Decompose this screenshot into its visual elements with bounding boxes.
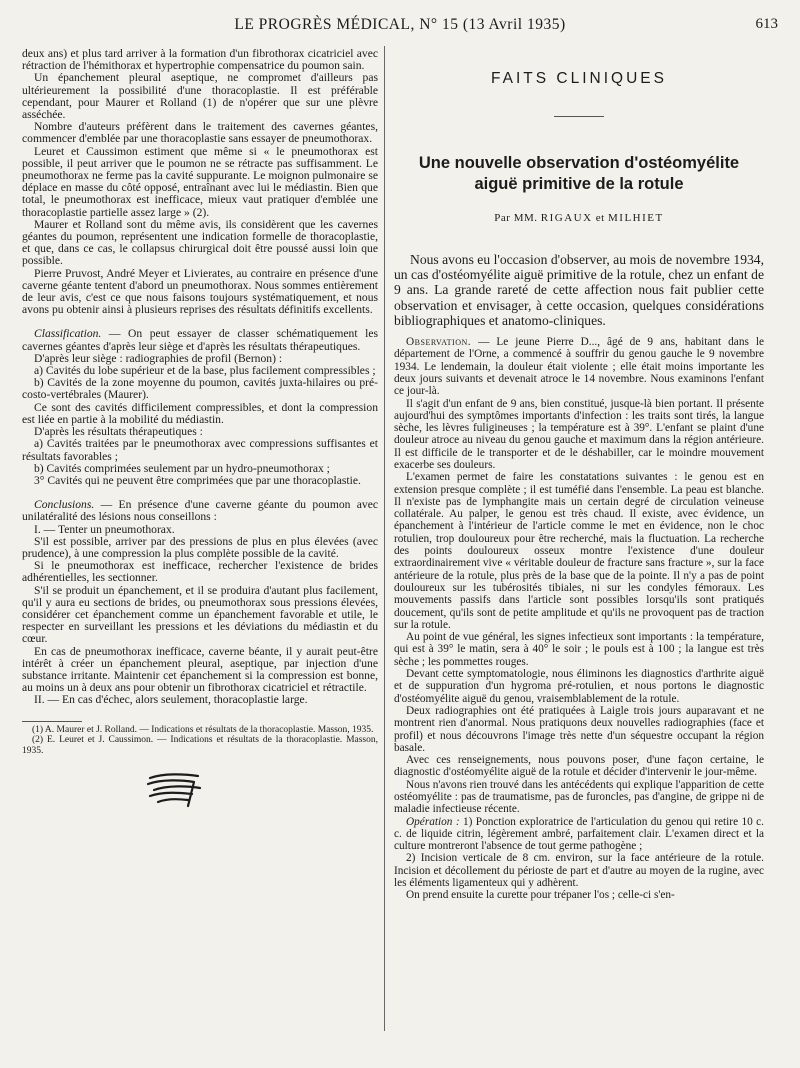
paragraph: Il s'agit d'un enfant de 9 ans, bien constitué, jusque-là bien portant. Il présente aujourd'hui des symptômes importants d'infection : les traits sont tirés, la langue sèche, les lèvres fuligineuses ; la température est à 39°. L'enfant se plaint d'une douleur atroce au niveau du genou gauche et maximum dans la région antérieure. Il est difficile de le transporter et de le déshabiller, car le moindre mouvement exacerbe ses douleurs. [394, 397, 764, 471]
paragraph: Au point de vue général, les signes infectieux sont importants : la température, qui est à 39° le matin, sera à 40° le soir ; le pouls est à 100 ; la langue est très sèche ; les pommettes rouges. [394, 631, 764, 668]
paragraph: Ce sont des cavités difficilement compressibles, et dont la compression est liée en partie à la mobilité du médiastin. [22, 400, 378, 426]
conclusions-heading: Conclusions. [34, 498, 95, 512]
observation-paragraph: Observation. — Le jeune Pierre D..., âgé de 9 ans, habitant dans le département de l'Orne, a commencé à souffrir du genou gauche le 9 novembre 1934. Le lendemain, la douleur était violente ; elle était moins importante les deux jours suivants et devenait atroce le 14 novembre. Nous examinons l'enfant ce jour-là. [394, 336, 764, 398]
byline: Par MM. RIGAUX et MILHIET [494, 212, 664, 224]
conclusions-paragraph: Conclusions. — En présence d'une caverne géante du poumon avec unilatéralité des lésions nous conseillons : [22, 498, 378, 524]
footnote: (1) A. Maurer et J. Rolland. — Indications et résultats de la thoracoplastie. Masson, 1935. [32, 724, 374, 735]
paragraph: Deux radiographies ont été pratiquées à Laigle trois jours auparavant et ne montrent rien d'anormal. Nous pratiquons deux nouvelles radiographies (face et profil) et nous découvrons l'image très nette d'un séquestre occupant la région basale. [394, 704, 764, 754]
list-item: 3° Cavités qui ne peuvent être comprimées que par une thoracoplastie. [34, 473, 361, 487]
footnote-rule [22, 721, 82, 722]
paragraph: Maurer et Rolland sont du même avis, ils considèrent que les cavernes géantes du poumon, représentent une indication formelle de thoracoplastie, et que, dans ce cas, le collapsus chirurgical doit être poussé aussi loin que possible. [22, 217, 378, 268]
operation-heading: Opération : [406, 815, 460, 828]
paragraph: deux ans) et plus tard arriver à la formation d'un fibrothorax cicatriciel avec rétraction de l'hémithorax et hypertrophie compensatrice du poumon sain. [22, 47, 378, 73]
column-divider [384, 46, 385, 1031]
paragraph: Devant cette symptomatologie, nous éliminons les diagnostics d'arthrite aiguë et de suppuration d'un hygroma pré-rotulien, et nous portons le diagnostic d'ostéomyélite aiguë du genou, vraisemblablement de la rotule. [394, 668, 764, 705]
paragraph: Un épanchement pleural aseptique, ne compromet d'ailleurs pas ultérieurement la possibilité d'une thoracoplastie. Il est préférable cependant, pour Maurer et Rolland (1) de n'opérer que sur une plèvre asséchée. [22, 71, 378, 122]
classification-heading: Classification. [34, 327, 102, 341]
journal-title: LE PROGRÈS MÉDICAL, N° 15 (13 Avril 1935) [234, 16, 566, 33]
list-item: a) Cavités traitées par le pneumothorax avec compressions suffisantes et résultats favorables ; [22, 437, 378, 463]
operation-paragraph: Opération : 1) Ponction exploratrice de l'articulation du genou qui retire 10 c. c. de liquide citrin, légèrement ambré, parfaitement clair. L'examen direct et la culture montreront l'absence de tout germe pathogène ; [394, 815, 764, 853]
paragraph: I. — Tenter un pneumothorax. [34, 522, 175, 536]
list-item: a) Cavités du lobe supérieur et de la base, plus facilement compressibles ; [34, 364, 376, 378]
article-intro: Nous avons eu l'occasion d'observer, au mois de novembre 1934, un cas d'ostéomyélite aiguë primitive de la rotule, chez un enfant de 9 ans. La grande rareté de cette affection nous fait publier cette observation et envisager, à cette occasion, quelques considérations bibliographiques et anatomo-cliniques. [394, 252, 764, 328]
paragraph: Avec ces renseignements, nous pouvons poser, d'une façon certaine, le diagnostic d'ostéomyélite aiguë de la rotule et décider d'intervenir le jour-même. [394, 754, 764, 779]
paragraph: S'il est possible, arriver par des pressions de plus en plus élevées (avec prudence), à une compression la plus complète possible de la cavité. [22, 534, 378, 560]
list-item: b) Cavités comprimées seulement par un hydro-pneumothorax ; [34, 461, 330, 475]
paragraph: Leuret et Caussimon estiment que même si « le pneumothorax est possible, il peut arriver que le poumon ne se rétracte pas suffisamment. Le pneumothorax ne ferme pas la cavité suppurante. Le moignon pulmonaire se déplace en masse du côté opposé, entraînant avec lui le médiastin. Bien que total, le pneumothorax est inefficace, mieux vaut pratiquer d'emblée une thoracoplastie partielle assez large » (2). [22, 144, 378, 219]
observation-heading: Observation. [406, 336, 472, 349]
resultats-intro: D'après les résultats thérapeutiques : [34, 425, 203, 439]
paragraph: Nous n'avons rien trouvé dans les antécédents qui explique l'apparition de cette ostéomyélite : pas de traumatisme, pas de furoncles, pas d'angine, de grippe ni de maladie infectieuse récente. [394, 778, 764, 816]
end-ornament-icon [144, 770, 204, 810]
paragraph: II. — En cas d'échec, alors seulement, thoracoplastie large. [34, 693, 308, 707]
paragraph: Pierre Pruvost, André Meyer et Livierates, au contraire en présence d'une caverne géante tentent d'abord un pneumothorax. Nous sommes entièrement de leur avis, c'est ce que nous faisons toujours systématiquement, et nous avons pu obtenir ainsi à plusieurs reprises des résultats définitifs excellents. [22, 266, 378, 317]
paragraph: L'examen permet de faire les constatations suivantes : le genou est en extension presque complète ; il est tuméfié dans l'ensemble. La peau est blanche. Il n'existe pas de lymphangite mais un certain degré de circulation veineuse collatérale. Au palper, le genou est très chaud. Il existe, avec évidence, un épanchement à l'intérieur de l'article comme le met en évidence, non le choc rotulien, trop douloureux pour être recherché, mais la fluctuation. La recherche des points douloureux osseux montre l'existence d'une douleur extraordinairement vive « véritable douleur de fracture sans fracture », sur la face antérieure de la rotule, plus près de la base que de la pointe. Il n'y a pas de point douloureux sur les tubérosités tibiales, ni sur les condyles fémoraux. Les mouvements passifs dans l'article sont possibles lorsqu'ils sont pratiqués doucement, qu'ils sont de petite amplitude et qu'ils ne provoquent pas de traction sur la rotule. [394, 471, 764, 631]
page-number: 613 [755, 16, 778, 32]
left-column [22, 48, 378, 815]
paragraph: En cas de pneumothorax inefficace, caverne béante, il y aurait peut-être intérêt à créer un épanchement pleural, aseptique, par injection d'une substance irritante. Maintenir cet épanchement si la compression est bonne, au moins un à deux ans pour obtenir un fibrothorax cicatriciel et rétractile. [22, 644, 378, 695]
paragraph: Si le pneumothorax est inefficace, rechercher l'existence de brides adhérentielles, les sectionner. [22, 559, 378, 585]
footnote: (2) E. Leuret et J. Caussimon. — Indications et résultats de la thoracoplastie. Masson, 1935. [22, 735, 378, 756]
paragraph: On prend ensuite la curette pour trépaner l'os ; celle-ci s'en- [406, 889, 675, 902]
author-name: MILHIET [608, 212, 664, 224]
paragraph: Nombre d'auteurs préfèrent dans le traitement des cavernes géantes, commencer d'emblée par une thoracoplastie sans essayer de pneumothorax. [22, 120, 378, 146]
siege-intro: D'après leur siège : radiographies de profil (Bernon) : [34, 351, 283, 365]
list-item: b) Cavités de la zone moyenne du poumon, cavités juxta-hilaires ou pré-costo-vertébrales (Maurer). [22, 376, 378, 402]
classification-paragraph: Classification. — On peut essayer de classer schématiquement les cavernes géantes d'après leur siège et d'après les résultats thérapeutiques. [22, 327, 378, 353]
right-column [394, 48, 764, 902]
paragraph: S'il se produit un épanchement, et il se produira d'autant plus facilement, qu'il y aura eu sections de brides, ou pneumothorax sous pressions élevées, considérer cet épanchement comme un épanchement favorable et utile, le respecter en surveillant les pressions et les déviations du médiastin et du cœur. [22, 583, 378, 646]
section-rule [554, 116, 604, 117]
running-head [22, 16, 778, 36]
author-name: RIGAUX [540, 212, 593, 224]
section-title: FAITS CLINIQUES [491, 70, 667, 87]
paragraph: 2) Incision verticale de 8 cm. environ, sur la face antérieure de la rotule. Incision et décollement du périoste de part et d'autre au moyen de la rugine, avec les éléments ligamenteux qui y adhèrent. [394, 852, 764, 890]
article-title: Une nouvelle observation d'ostéomyélite aiguë primitive de la rotule [418, 154, 740, 193]
